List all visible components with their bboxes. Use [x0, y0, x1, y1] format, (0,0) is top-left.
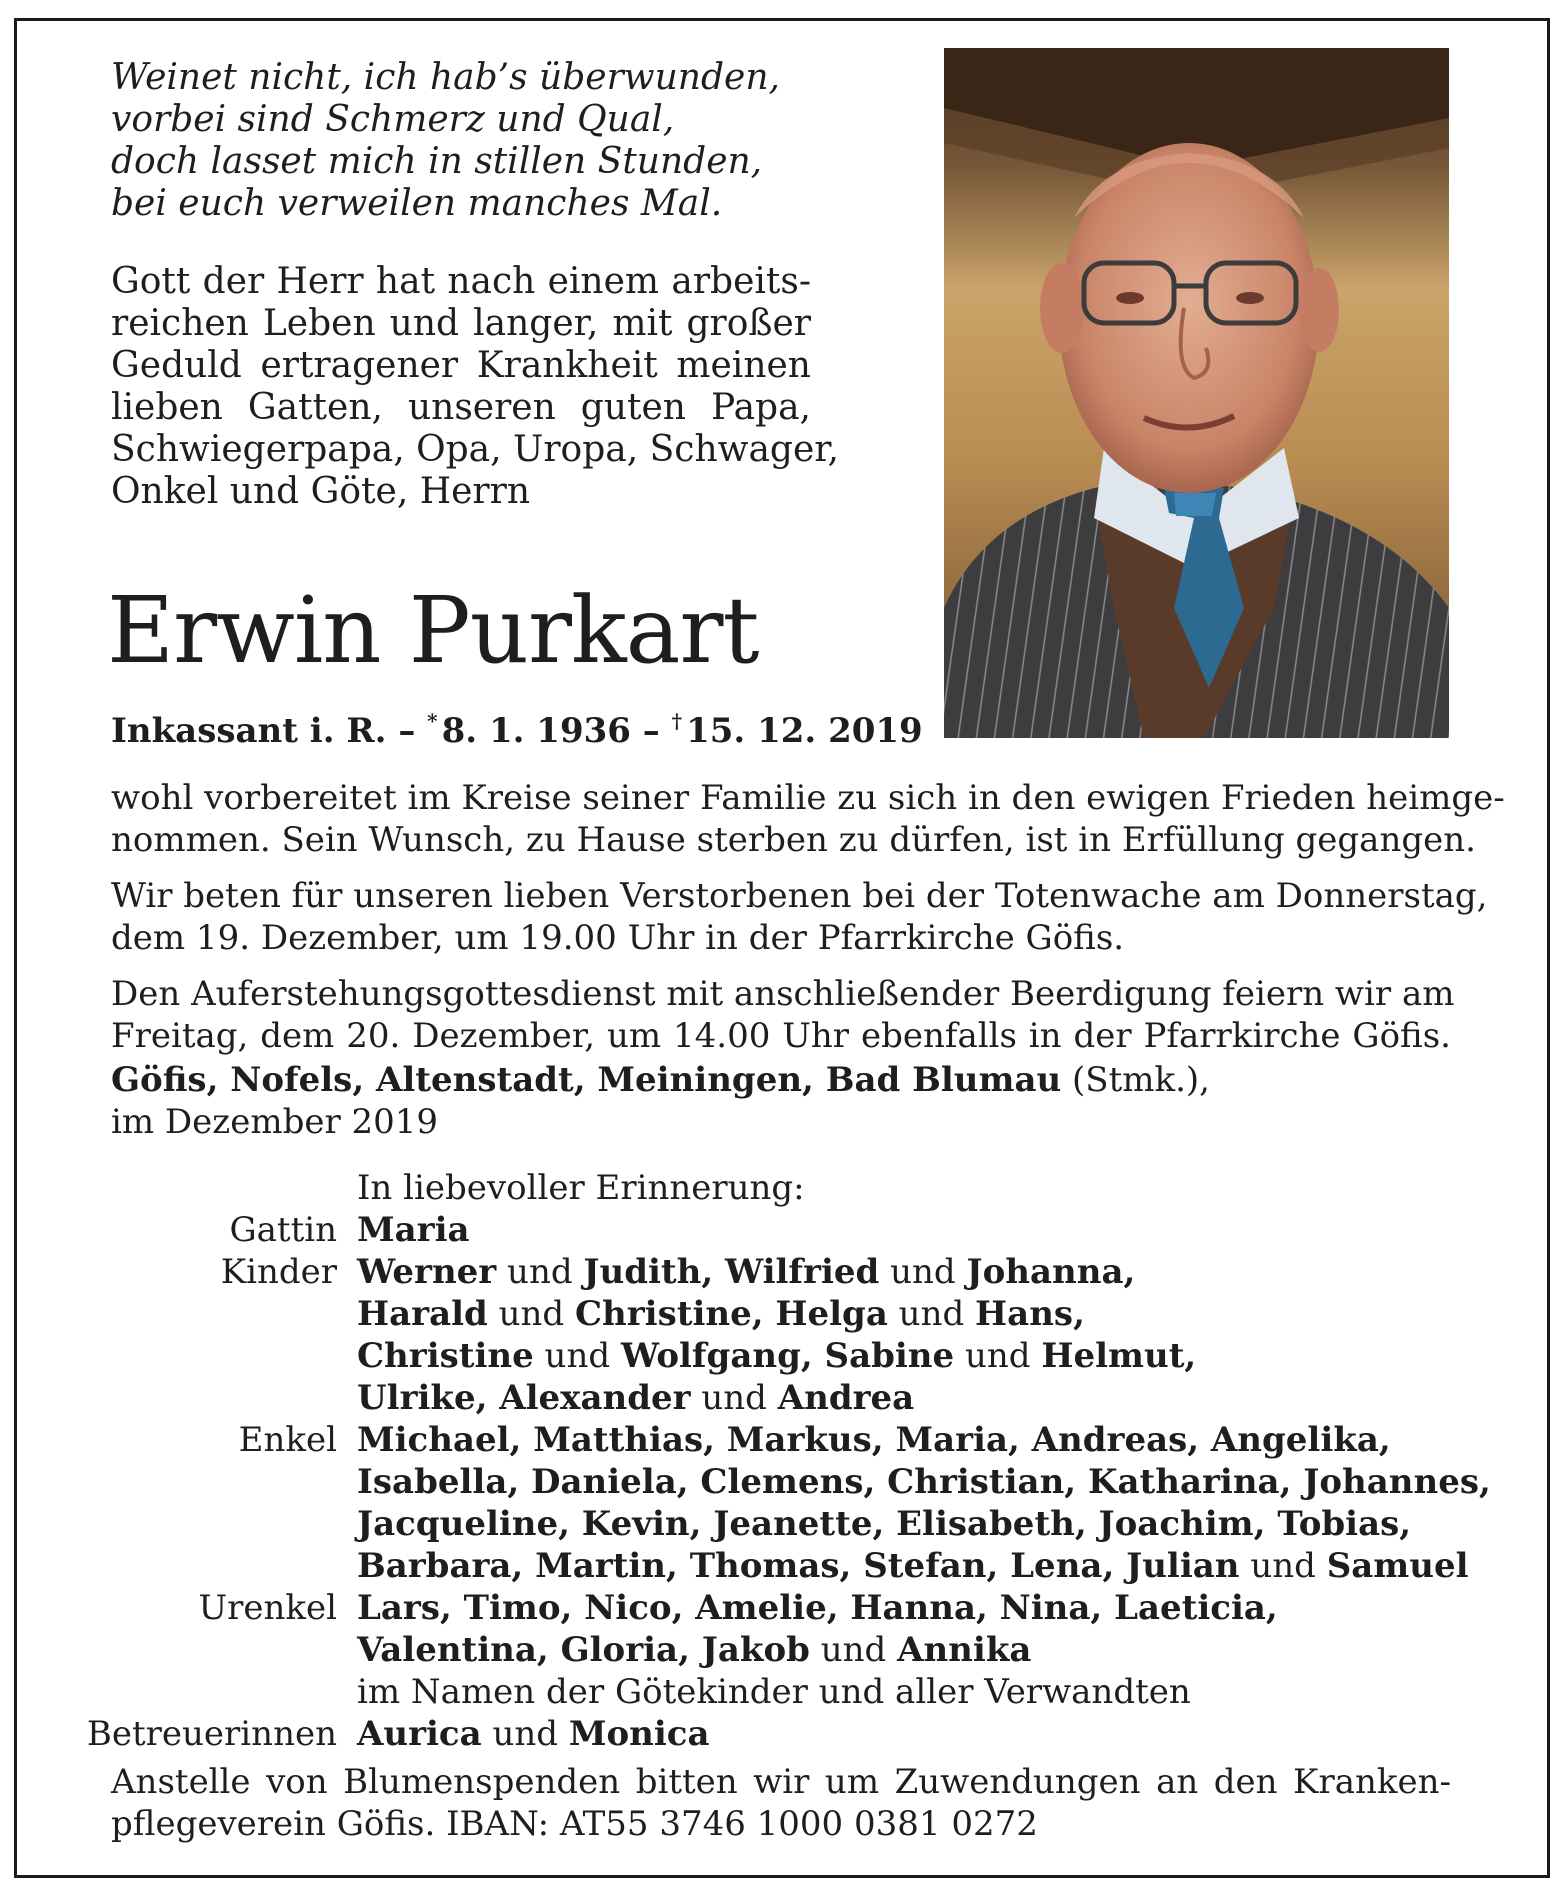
intro-line: lieben Gatten, unseren guten Papa, — [111, 387, 811, 428]
family-list — [77, 1167, 1491, 1755]
life-dates — [111, 701, 923, 751]
relative-name: Isabella, Daniela, Clemens, Christian, Katharina, Johannes, — [357, 1462, 1491, 1502]
intro-line: Schwiegerpapa, Opa, Uropa, Schwager, — [111, 429, 839, 470]
text-line: wohl vorbereitet im Kreise seiner Familie zu sich in den ewigen Frieden heimge- — [111, 778, 1505, 818]
names-line — [357, 1251, 1477, 1293]
family-row — [77, 1419, 1491, 1587]
relative-name: Christine, Helga — [574, 1294, 888, 1334]
connector-text: im Namen der Götekinder und aller Verwandten — [357, 1672, 1191, 1712]
relative-name: Annika — [897, 1630, 1032, 1670]
birth-symbol: * — [427, 709, 438, 733]
relation-label: Gattin — [229, 1210, 337, 1250]
family-row — [77, 1713, 1477, 1755]
relation-label: Kinder — [220, 1252, 337, 1292]
connector-text: und — [954, 1336, 1042, 1376]
relative-name: Wolfgang, Sabine — [620, 1336, 955, 1376]
relative-names — [357, 1251, 1477, 1419]
relative-name: Barbara, Martin, Thomas, Stefan, Lena, Julian — [357, 1546, 1240, 1586]
relative-name: Lars, Timo, Nico, Amelie, Hanna, Nina, Laeticia, — [357, 1588, 1278, 1628]
connector-text: und — [487, 1294, 575, 1334]
paragraph-funeral — [111, 973, 1455, 1057]
names-line — [357, 1377, 1477, 1419]
intro-text — [111, 261, 839, 513]
names-line — [357, 1293, 1477, 1335]
poem-line: vorbei sind Schmerz und Qual, — [111, 99, 675, 140]
relative-name: Judith, Wilfried — [583, 1252, 880, 1292]
connector-text: und — [879, 1252, 967, 1292]
relative-name: Helmut, — [1041, 1336, 1197, 1376]
connector-text: und — [690, 1378, 778, 1418]
relative-names — [357, 1209, 1477, 1251]
text-line: dem 19. Dezember, um 19.00 Uhr in der Pfarrkirche Göfis. — [111, 918, 1125, 958]
names-line — [357, 1545, 1491, 1587]
text-line: Wir beten für unseren lieben Verstorbenen bei der Totenwache am Donnerstag, — [111, 876, 1488, 916]
towns: Göfis, Nofels, Altenstadt, Meiningen, Bad Blumau — [111, 1060, 1062, 1100]
relative-name: Ulrike, Alexander — [357, 1378, 691, 1418]
relative-names — [357, 1713, 1477, 1755]
relation-label: Enkel — [238, 1420, 337, 1460]
family-row — [77, 1251, 1477, 1419]
family-row — [77, 1587, 1477, 1713]
occupation: Inkassant i. R. — [111, 711, 387, 751]
relative-name: Samuel — [1326, 1546, 1469, 1586]
names-line — [357, 1671, 1477, 1713]
intro-line: Geduld ertragener Krankheit meinen — [111, 345, 811, 386]
relative-name: Michael, Matthias, Markus, Maria, Andreas, Angelika, — [357, 1420, 1391, 1460]
names-line — [357, 1209, 1477, 1251]
birth-date: 8. 1. 1936 — [441, 711, 631, 751]
separator: – — [642, 711, 660, 751]
connector-text: und — [496, 1252, 584, 1292]
relative-name: Werner — [357, 1252, 497, 1292]
connector-text: und — [809, 1630, 898, 1670]
relative-name: Hans, — [975, 1294, 1085, 1334]
text-line: Freitag, dem 20. Dezember, um 14.00 Uhr ebenfalls in der Pfarrkirche Göfis. — [111, 1016, 1451, 1056]
notice-date: im Dezember 2019 — [111, 1102, 439, 1142]
text-line: nommen. Sein Wunsch, zu Hause sterben zu dürfen, ist in Erfüllung gegangen. — [111, 820, 1476, 860]
connector-text: und — [533, 1336, 621, 1376]
relative-name: Johanna, — [966, 1252, 1136, 1292]
names-line — [357, 1713, 1477, 1755]
death-symbol: † — [671, 709, 683, 733]
names-line — [357, 1503, 1491, 1545]
relation-label: Urenkel — [198, 1588, 337, 1628]
intro-line: Gott der Herr hat nach einem arbeits- — [111, 261, 811, 302]
memorial-poem — [111, 57, 831, 225]
poem-line: doch lasset mich in stillen Stunden, — [111, 141, 763, 182]
intro-line: reichen Leben und langer, mit großer — [111, 303, 811, 344]
relation-label: Betreuerinnen — [86, 1714, 337, 1754]
relative-name: Harald — [357, 1294, 488, 1334]
names-line — [357, 1419, 1491, 1461]
relative-names — [357, 1419, 1491, 1587]
poem-line: bei euch verweilen manches Mal. — [111, 183, 723, 224]
intro-line: Onkel und Göte, Herrn — [111, 471, 531, 512]
relative-name: Valentina, Gloria, Jakob — [357, 1630, 810, 1670]
text-line: Den Auferstehungsgottesdienst mit anschließender Beerdigung feiern wir am — [111, 974, 1455, 1014]
connector-text: und — [481, 1714, 569, 1754]
relative-names — [357, 1587, 1477, 1713]
region: (Stmk.), — [1061, 1060, 1210, 1100]
announcement-text — [111, 777, 1505, 1071]
relative-name: Andrea — [777, 1378, 915, 1418]
relative-name: Aurica — [357, 1714, 482, 1754]
names-line — [357, 1461, 1491, 1503]
text-line: Anstelle von Blumenspenden bitten wir um Zuwendungen an den Kranken- — [111, 1762, 1451, 1802]
separator: – — [398, 711, 416, 751]
names-line — [357, 1587, 1477, 1629]
place-and-date — [111, 1059, 1210, 1143]
relative-name: Maria — [357, 1210, 470, 1250]
paragraph-passing — [111, 777, 1505, 861]
donation-note — [111, 1761, 1451, 1845]
connector-text: und — [1239, 1546, 1327, 1586]
deceased-name: Erwin Purkart — [107, 577, 759, 684]
iban-line: pflegeverein Göfis. IBAN: AT55 3746 1000 0381 0272 — [111, 1804, 1038, 1844]
relative-name: Jacqueline, Kevin, Jeanette, Elisabeth, Joachim, Tobias, — [357, 1504, 1412, 1544]
family-heading: In liebevoller Erinnerung: — [357, 1168, 805, 1208]
portrait-photo — [944, 48, 1449, 738]
death-date: 15. 12. 2019 — [686, 711, 923, 751]
relative-name: Monica — [568, 1714, 710, 1754]
family-row — [77, 1209, 1477, 1251]
names-line — [357, 1629, 1477, 1671]
connector-text: und — [887, 1294, 976, 1334]
relative-name: Christine — [357, 1336, 534, 1376]
names-line — [357, 1335, 1477, 1377]
obituary-notice — [14, 18, 1550, 1878]
poem-line: Weinet nicht, ich hab’s überwunden, — [111, 57, 780, 98]
paragraph-wake — [111, 875, 1488, 959]
